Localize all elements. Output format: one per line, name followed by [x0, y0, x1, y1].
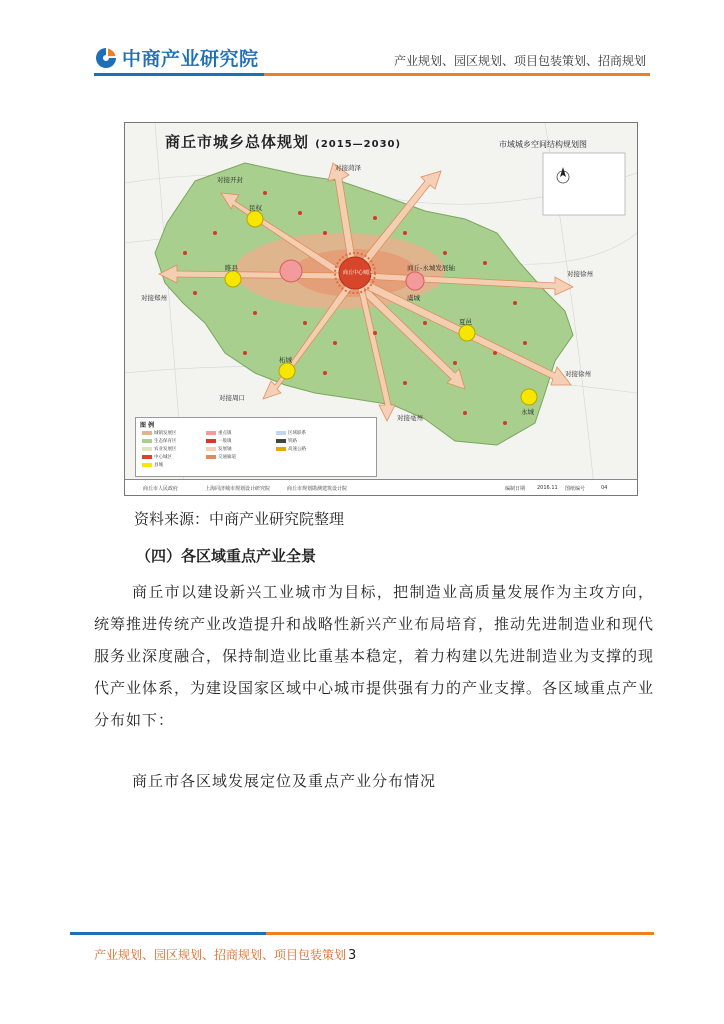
legend-item: 农业发展区 [142, 446, 177, 452]
legend-item: 县城 [142, 462, 163, 468]
map-title-years: (2015—2030) [315, 139, 402, 150]
map-label-dock-zhoukou: 对接周口 [219, 394, 245, 402]
map-label-dock-xuzhou-east: 对接徐州 [567, 270, 593, 278]
map-subtitle: 市域城乡空间结构规划图 [499, 140, 587, 149]
legend-item: 城镇发展区 [142, 430, 177, 436]
legend-item: 一般镇 [206, 438, 232, 444]
map-label-yongcheng: 永城 [521, 408, 534, 416]
map-label-dock-zhengzhou: 对接郑州 [141, 294, 167, 302]
map-label-suixian: 睢县 [225, 264, 238, 272]
legend-item: 中心城区 [142, 454, 172, 460]
company-logo [94, 44, 259, 71]
map-footer-map-no: 04 [601, 485, 608, 491]
map-label-dock-xuzhou-southeast: 对接徐州 [565, 370, 591, 378]
map-label-dock-kaifeng: 对接开封 [217, 176, 243, 184]
map-footer [125, 479, 637, 496]
page-header [0, 0, 724, 90]
footer-tagline: 产业规划、园区规划、招商规划、项目包装策划 [94, 948, 347, 962]
legend-item: 区域联系 [276, 430, 306, 436]
map-label-yucheng: 虞城 [407, 294, 420, 302]
footer-rule-blue [70, 932, 266, 935]
map-footer-org3: 商丘市规划勘测建筑设计院 [287, 486, 348, 492]
map-label-minquan: 民权 [249, 204, 262, 212]
map-title-main: 商丘市城乡总体规划 [165, 133, 310, 151]
body-paragraph: 商丘市以建设新兴工业城市为目标，把制造业高质量发展作为主攻方向，统筹推进传统产业改造提升和战略性新兴产业布局培育，推动先进制造业和现代服务业深度融合，保持制造业比重基本稳定，着力构建以先进制造业为支撑的现代产业体系，为建设国家区域中心城市提供强有力的产业支撑。各区域重点产业分布如下： [94, 583, 655, 729]
header-rule-blue [94, 73, 264, 76]
footer-rule-orange [266, 932, 654, 935]
legend-title: 图 例 [140, 422, 155, 429]
map-label-xiayi: 夏邑 [459, 318, 472, 326]
legend-item: 重点镇 [206, 430, 232, 436]
legend-item: 发展轴 [206, 446, 232, 452]
section-heading: （四）各区域重点产业全景 [136, 547, 317, 565]
figure-source-caption: 资料来源：中商产业研究院整理 [134, 510, 345, 528]
map-footer-map-no-label: 图纸编号 [565, 486, 586, 492]
table-caption: 商丘市各区域发展定位及重点产业分布情况 [132, 772, 437, 790]
map-label-zhecheng: 柘城 [279, 356, 292, 364]
header-tagline: 产业规划、园区规划、项目包装策划、招商规划 [393, 54, 646, 68]
logo-text: 中商产业研究院 [122, 48, 259, 70]
map-label-development-axis: 商丘-永城发展轴 [407, 264, 455, 272]
page-number: 3 [348, 948, 357, 963]
map-footer-date-label: 编制日期 [505, 486, 526, 492]
legend-item: 铁路 [276, 438, 297, 444]
planning-map-figure [124, 122, 638, 496]
legend-item: 高速公路 [276, 446, 306, 452]
map-footer-org1: 商丘市人民政府 [143, 486, 179, 492]
logo-mark-icon [94, 46, 118, 70]
header-rule-orange [264, 73, 650, 76]
legend-item: 交通廊道 [206, 454, 236, 460]
page-footer [94, 946, 356, 963]
map-footer-date: 2016.11 [537, 485, 558, 491]
legend-item: 生态保育区 [142, 438, 177, 444]
map-label-dock-heze: 对接菏泽 [335, 164, 361, 172]
map-legend [135, 417, 377, 477]
map-footer-org2: 上海同济城市规划设计研究院 [205, 486, 271, 492]
map-title [165, 131, 401, 152]
map-label-center-city: 商丘中心城区 [343, 270, 374, 276]
map-label-dock-bozhou: 对接亳州 [397, 414, 423, 422]
